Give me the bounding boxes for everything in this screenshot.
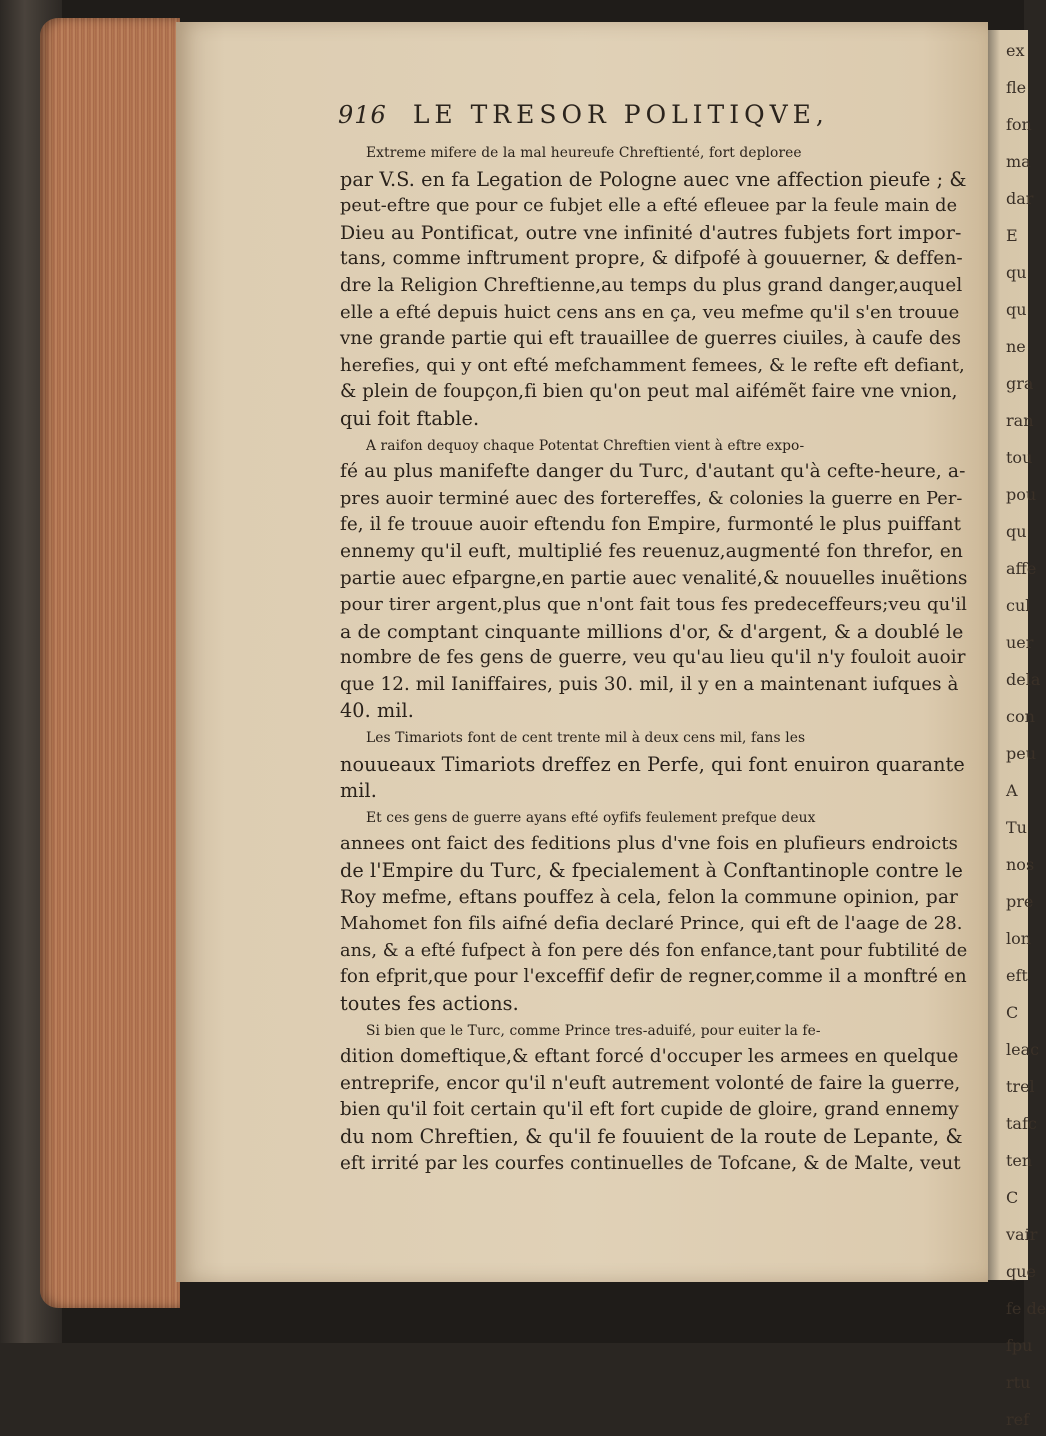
text-line: bien qu'il foit certain qu'il eft fort cupide de gloire, grand ennemy (340, 1099, 959, 1121)
facing-page-fragment: peu (1006, 744, 1037, 763)
facing-page-fragment: qu (1006, 263, 1027, 282)
facing-page-edge (988, 30, 1046, 1429)
facing-page-fragment: ran (1006, 411, 1034, 430)
facing-page-fragment: ten (1006, 1151, 1033, 1170)
text-line: Mahomet fon fils aifné defia declaré Prince, qui eft de l'aage de 28. (340, 913, 963, 935)
facing-page-fragment: vair (1006, 1225, 1038, 1244)
text-line: mil. (340, 779, 377, 803)
facing-page-fragment: que (1006, 1262, 1037, 1281)
body-text (340, 140, 968, 1240)
text-line: herefies, qui y ont efté mefchamment femees, & le refte eft defiant, (340, 354, 965, 376)
running-title: LE TRESOR POLITIQVE, (412, 100, 829, 129)
text-line: eft irrité par les courfes continuelles de Tofcane, & de Malte, veut (340, 1152, 961, 1174)
facing-page-fragment: qu (1006, 300, 1027, 319)
text-line: que 12. mil Ianiffaires, puis 30. mil, il y en a maintenant iufques à (340, 673, 959, 695)
text-line: de l'Empire du Turc, & fpecialement à Conftantinople contre le (340, 859, 963, 883)
facing-page-fragment: con (1006, 707, 1035, 726)
facing-page-fragment: gra (1006, 374, 1034, 393)
facing-page-fragment: rtu (1006, 1373, 1031, 1392)
facing-page-fragment: pou (1006, 485, 1037, 504)
facing-page-fragment: nos (1006, 855, 1035, 874)
text-line: fé au plus manifefte danger du Turc, d'autant qu'à cefte-heure, a- (340, 461, 966, 483)
facing-page-fragment: fle (1006, 78, 1027, 97)
facing-page-fragment: tafc (1006, 1114, 1037, 1133)
facing-page-fragment: ref (1006, 1410, 1030, 1429)
facing-page-fragment: cul (1006, 596, 1031, 615)
text-line: Roy mefme, eftans pouffez à cela, felon la commune opinion, par (340, 886, 958, 908)
text-line: a de comptant cinquante millions d'or, & d'argent, & a doublé le (340, 620, 964, 643)
text-line: A raifon dequoy chaque Potentat Chreftien vient à eftre expo- (366, 437, 805, 454)
text-line: entreprife, encor qu'il n'euft autrement volonté de faire la guerre, (340, 1072, 961, 1094)
facing-page-fragment: eft (1006, 966, 1028, 985)
text-line: annees ont faict des feditions plus d'vne fois en plufieurs endroicts (340, 833, 958, 855)
facing-page-fragment: dar (1006, 189, 1034, 208)
text-line: peut-eftre que pour ce fubjet elle a efté efleuee par la feule main de (340, 196, 958, 217)
facing-page-fragment: tou (1006, 448, 1033, 467)
facing-page-fragment: uer (1006, 633, 1034, 652)
text-line: dition domeftique,& eftant forcé d'occuper les armees en quelque (340, 1046, 959, 1068)
text-line: fon efprit,que pour l'exceffif defir de regner,comme il a monftré en (340, 966, 967, 988)
text-line: Si bien que le Turc, comme Prince tres-aduifé, pour euiter la fe- (366, 1022, 821, 1039)
facing-page-fragment: dela (1006, 670, 1041, 689)
text-line: 40. mil. (340, 699, 414, 723)
text-line: ennemy qu'il euft, multiplié fes reuenuz,augmenté fon threfor, en (340, 540, 963, 562)
facing-page-fragment: ne (1006, 337, 1026, 356)
text-line: fe, il fe trouue auoir eftendu fon Empire, furmonté le plus puiffant (340, 514, 962, 536)
text-line: tans, comme inftrument propre, & difpofé à gouuerner, & deffen- (340, 248, 963, 270)
text-line: nouueaux Timariots dreffez en Perfe, qui font enuiron quarante (340, 752, 965, 776)
facing-page-fragment: qu (1006, 522, 1027, 541)
text-line: vne grande partie qui eft trauaillee de guerres ciuiles, à caufe des (340, 328, 962, 350)
facing-page-fragment: ex (1006, 41, 1025, 60)
page-fore-edges (40, 18, 180, 1308)
facing-page-fragment: Tu (1006, 818, 1027, 837)
facing-page-fragment: E (1006, 226, 1018, 245)
facing-page-fragment: fpu (1006, 1336, 1033, 1355)
facing-page-fragment: trel (1006, 1077, 1035, 1096)
facing-page-fragment: fon (1006, 115, 1032, 134)
text-line: ans, & a efté fufpect à fon pere dés fon enfance,tant pour fubtilité de (340, 940, 968, 961)
text-line: pres auoir terminé auec des fortereffes, & colonies la guerre en Per- (340, 488, 963, 509)
facing-page-fragment: C (1006, 1003, 1019, 1022)
text-line: Dieu au Pontificat, outre vne infinité d'autres fubjets fort impor- (340, 221, 962, 244)
text-line: nombre de fes gens de guerre, veu qu'au lieu qu'il n'y fouloit auoir (340, 647, 966, 669)
running-head (338, 100, 898, 140)
text-line: par V.S. en fa Legation de Pologne auec vne affection pieufe ; & (340, 167, 967, 191)
text-line: qui foit ftable. (340, 406, 480, 430)
facing-page-fragment: ma (1006, 152, 1031, 171)
facing-page-fragment: affe (1006, 559, 1037, 578)
text-line: & plein de foupçon,fi bien qu'on peut mal aifémẽt faire vne vnion, (340, 381, 958, 403)
text-line: pour tirer argent,plus que n'ont fait tous fes predeceffeurs;veu qu'il (340, 594, 968, 616)
text-line: toutes fes actions. (340, 992, 519, 1015)
text-line: Les Timariots font de cent trente mil à deux cens mil, fans les (366, 730, 806, 747)
text-line: du nom Chreftien, & qu'il fe fouuient de la route de Lepante, & (340, 1124, 963, 1148)
facing-page-fragment: fe de (1006, 1299, 1046, 1318)
page-number: 916 (338, 101, 387, 129)
text-line: elle a efté depuis huict cens ans en ça, veu mefme qu'il s'en trouue (340, 301, 960, 323)
facing-page-fragment: pre (1006, 892, 1034, 911)
facing-page-fragment: A (1006, 781, 1018, 800)
text-line: Et ces gens de guerre ayans efté oyfifs feulement prefque deux (366, 809, 816, 826)
facing-page-fragment: C (1006, 1188, 1019, 1207)
facing-page-fragment: leac (1006, 1040, 1040, 1059)
text-line: dre la Religion Chreftienne,au temps du plus grand danger,auquel (340, 274, 963, 296)
facing-page-fragment: lon (1006, 929, 1032, 948)
text-line: partie auec efpargne,en partie auec venalité,& nouuelles inuẽtions (340, 567, 968, 589)
text-line: Extreme mifere de la mal heureufe Chreftienté, fort deploree (366, 145, 802, 161)
